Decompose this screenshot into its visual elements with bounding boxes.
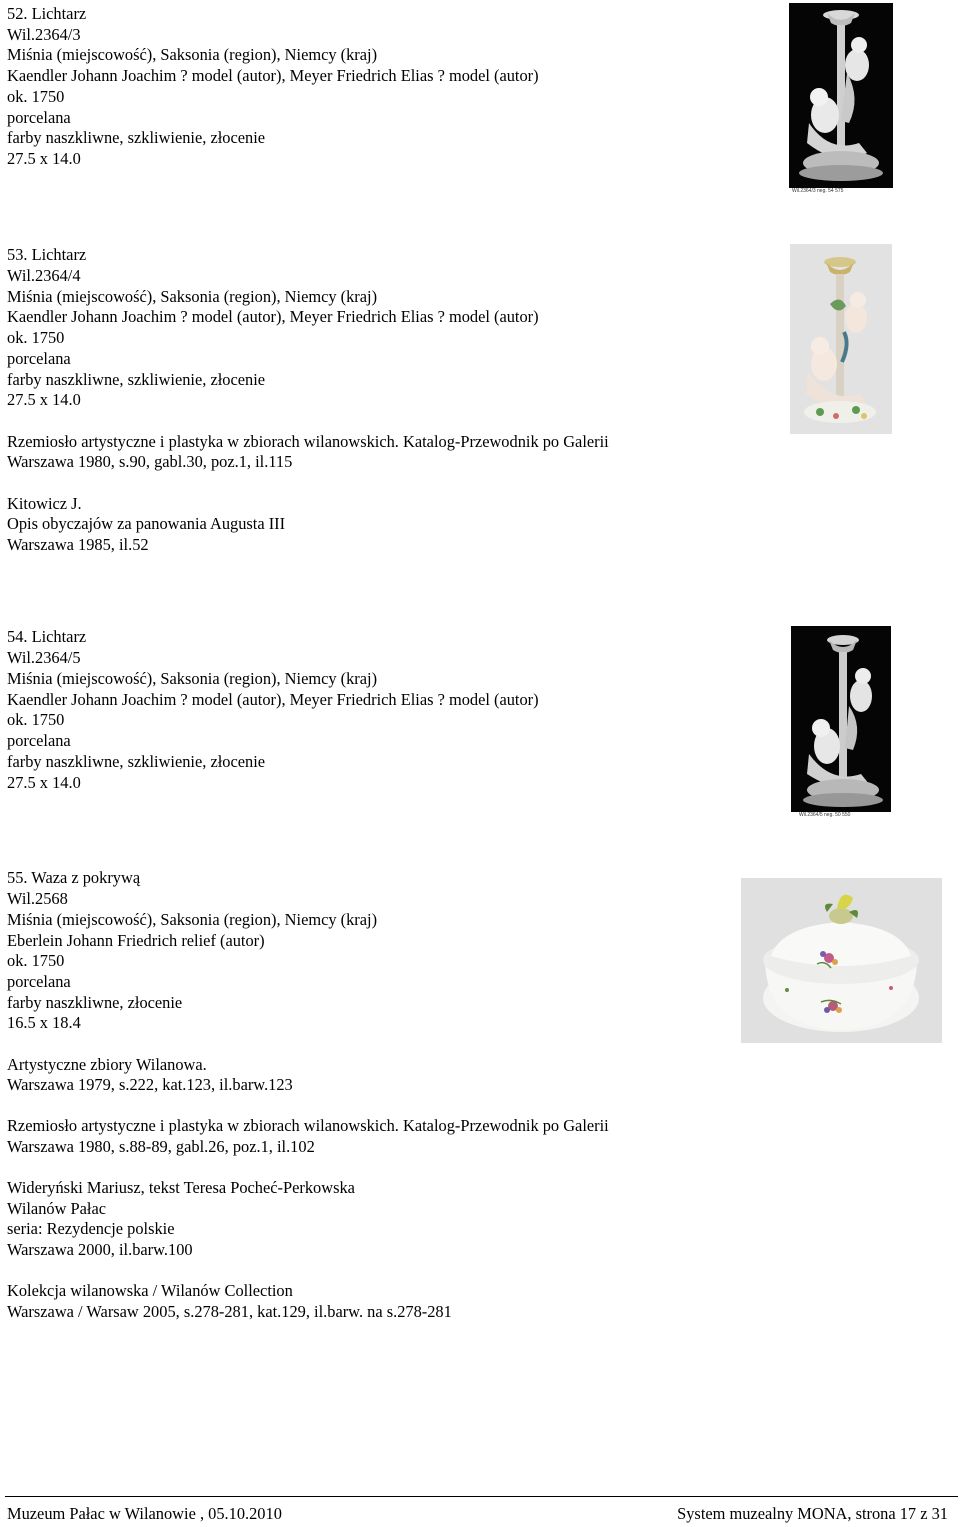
photo-caption: Wil.2364/5 neg. 50 550 <box>799 812 851 818</box>
tureen-icon <box>741 878 942 1043</box>
photo-caption: Wil.2364/3 neg. 54 575 <box>792 188 844 194</box>
bibliography-title: Wilanów Pałac <box>7 1199 107 1218</box>
entry-heading: 54. Lichtarz <box>7 627 87 646</box>
authors: Kaendler Johann Joachim ? model (autor), Meyer Friedrich Elias ? model (autor) <box>7 307 539 326</box>
footer-institution-date: Muzeum Pałac w Wilanowie , 05.10.2010 <box>7 1504 282 1523</box>
footer-page-number: System muzealny MONA, strona 17 z 31 <box>677 1504 948 1523</box>
bibliography-imprint: Warszawa 1980, s.90, gabl.30, poz.1, il.115 <box>7 452 293 471</box>
bibliography-title: Opis obyczajów za panowania Augusta III <box>7 514 286 533</box>
dimensions: 27.5 x 14.0 <box>7 390 81 409</box>
inventory-number: Wil.2364/5 <box>7 648 81 667</box>
authors: Eberlein Johann Friedrich relief (autor) <box>7 931 265 950</box>
material: porcelana <box>7 972 71 991</box>
bibliography-imprint: Warszawa 1985, il.52 <box>7 535 149 554</box>
dimensions: 16.5 x 18.4 <box>7 1013 81 1032</box>
footer-divider <box>5 1496 958 1497</box>
place-of-origin: Miśnia (miejscowość), Saksonia (region), Niemcy (kraj) <box>7 669 378 688</box>
technique: farby naszkliwne, szkliwienie, złocenie <box>7 128 266 147</box>
authors: Kaendler Johann Joachim ? model (autor), Meyer Friedrich Elias ? model (autor) <box>7 66 539 85</box>
date: ok. 1750 <box>7 951 65 970</box>
dimensions: 27.5 x 14.0 <box>7 149 81 168</box>
material: porcelana <box>7 108 71 127</box>
candlestick-photo-bw <box>791 626 891 812</box>
candlestick-figure-icon <box>790 244 892 434</box>
date: ok. 1750 <box>7 328 65 347</box>
bibliography-author: Wideryński Mariusz, tekst Teresa Pocheć-Perkowska <box>7 1178 355 1197</box>
entry-heading: 52. Lichtarz <box>7 4 87 23</box>
place-of-origin: Miśnia (miejscowość), Saksonia (region), Niemcy (kraj) <box>7 910 378 929</box>
entry-heading: 53. Lichtarz <box>7 245 87 264</box>
bibliography-imprint: Warszawa 1980, s.88-89, gabl.26, poz.1, il.102 <box>7 1137 315 1156</box>
candlestick-figure-icon <box>791 626 891 812</box>
bibliography-imprint: Warszawa 1979, s.222, kat.123, il.barw.123 <box>7 1075 293 1094</box>
dimensions: 27.5 x 14.0 <box>7 773 81 792</box>
candlestick-figure-icon <box>789 3 893 188</box>
bibliography-title: Rzemiosło artystyczne i plastyka w zbiorach wilanowskich. Katalog-Przewodnik po Galerii <box>7 1116 609 1135</box>
place-of-origin: Miśnia (miejscowość), Saksonia (region), Niemcy (kraj) <box>7 287 378 306</box>
bibliography-title: Rzemiosło artystyczne i plastyka w zbiorach wilanowskich. Katalog-Przewodnik po Galerii <box>7 432 609 451</box>
date: ok. 1750 <box>7 710 65 729</box>
bibliography-title: Artystyczne zbiory Wilanowa. <box>7 1055 207 1074</box>
material: porcelana <box>7 349 71 368</box>
inventory-number: Wil.2364/4 <box>7 266 81 285</box>
bibliography-imprint: Warszawa 2000, il.barw.100 <box>7 1240 193 1259</box>
inventory-number: Wil.2568 <box>7 889 68 908</box>
tureen-photo-color <box>741 878 942 1043</box>
date: ok. 1750 <box>7 87 65 106</box>
material: porcelana <box>7 731 71 750</box>
bibliography-imprint: Warszawa / Warsaw 2005, s.278-281, kat.129, il.barw. na s.278-281 <box>7 1302 452 1321</box>
technique: farby naszkliwne, szkliwienie, złocenie <box>7 752 266 771</box>
candlestick-photo-bw <box>789 3 893 188</box>
technique: farby naszkliwne, złocenie <box>7 993 183 1012</box>
authors: Kaendler Johann Joachim ? model (autor), Meyer Friedrich Elias ? model (autor) <box>7 690 539 709</box>
bibliography-series: seria: Rezydencje polskie <box>7 1219 175 1238</box>
candlestick-photo-color <box>790 244 892 434</box>
bibliography-title: Kolekcja wilanowska / Wilanów Collection <box>7 1281 293 1300</box>
entry-heading: 55. Waza z pokrywą <box>7 868 141 887</box>
inventory-number: Wil.2364/3 <box>7 25 81 44</box>
place-of-origin: Miśnia (miejscowość), Saksonia (region), Niemcy (kraj) <box>7 45 378 64</box>
technique: farby naszkliwne, szkliwienie, złocenie <box>7 370 266 389</box>
bibliography-author: Kitowicz J. <box>7 494 82 513</box>
